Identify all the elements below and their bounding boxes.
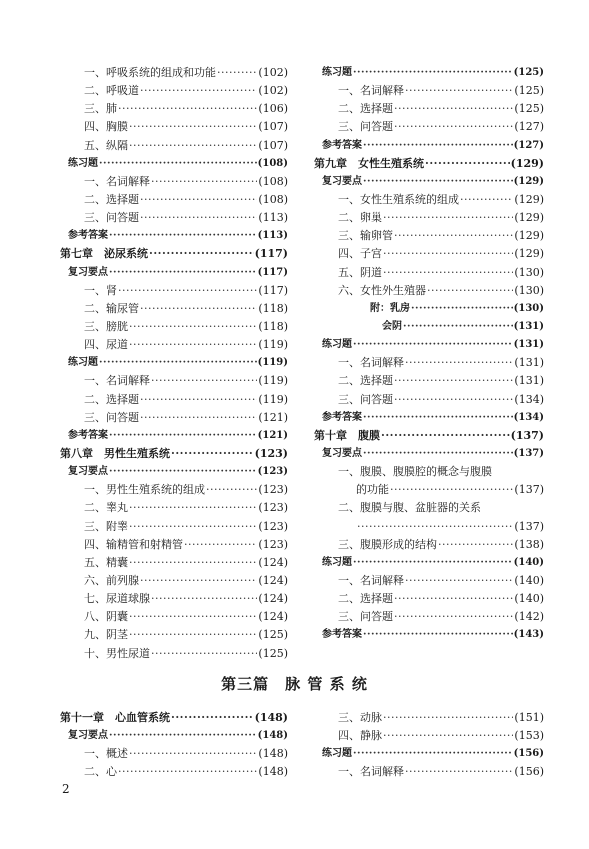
toc-entry <box>60 354 288 372</box>
toc-entry-page: (131) <box>514 356 544 370</box>
toc-column-right-bottom <box>314 709 544 782</box>
toc-entry <box>314 409 544 427</box>
toc-leader-dots <box>206 481 257 499</box>
toc-leader-dots <box>353 336 513 354</box>
toc-entry <box>314 191 544 209</box>
toc-leader-dots <box>403 318 513 336</box>
toc-leader-dots <box>383 264 513 282</box>
toc-leader-dots <box>353 554 513 572</box>
toc-entry <box>314 64 544 82</box>
toc-entry-title: 三、输卵管 <box>338 229 393 243</box>
toc-entry <box>314 354 544 372</box>
toc-leader-dots <box>363 445 513 463</box>
toc-entry-page: (127) <box>514 120 544 134</box>
toc-entry-title: 二、选择题 <box>338 374 393 388</box>
toc-entry-page: (107) <box>258 120 288 134</box>
toc-entry-title: 二、输尿管 <box>84 301 139 315</box>
toc-entry-page: (124) <box>258 573 288 587</box>
toc-entry-title: 一、名词解释 <box>338 573 404 587</box>
toc-entry-page: (129) <box>514 247 544 261</box>
toc-entry <box>60 554 288 572</box>
toc-leader-dots <box>140 391 257 409</box>
toc-leader-dots <box>460 191 513 209</box>
toc-entry-page: (143) <box>513 629 544 641</box>
toc-entry <box>60 481 288 499</box>
toc-leader-dots <box>357 518 513 536</box>
toc-leader-dots <box>363 626 513 644</box>
toc-entry-title: 二、心 <box>84 765 117 779</box>
toc-entry <box>60 300 288 318</box>
toc-entry-title: 参考答案 <box>322 411 362 423</box>
toc-entry <box>314 336 544 354</box>
toc-entry-title: 八、阴囊 <box>84 610 128 624</box>
toc-entry-page: (108) <box>258 192 288 206</box>
toc-entry-title: 练习题 <box>322 67 352 78</box>
toc-leader-dots <box>381 427 510 445</box>
toc-leader-dots <box>109 727 257 745</box>
toc-entry-page: (140) <box>513 556 544 568</box>
toc-entry <box>314 118 544 136</box>
toc-entry-page: (137) <box>510 428 544 442</box>
toc-entry-title: 第十一章 心血管系统 <box>60 711 170 724</box>
toc-leader-dots <box>129 318 257 336</box>
toc-entry-page: (137) <box>514 483 544 497</box>
toc-entry <box>60 245 288 263</box>
toc-entry-title: 二、腹膜与腹、盆脏器的关系 <box>338 501 481 515</box>
toc-entry-page: (137) <box>513 447 544 459</box>
toc-entry-page: (129) <box>514 192 544 206</box>
toc-entry-title: 四、胸膜 <box>84 120 128 134</box>
toc-entry <box>60 608 288 626</box>
toc-entry-title: 五、纵隔 <box>84 138 128 152</box>
toc-leader-dots <box>394 391 513 409</box>
toc-entry-title: 三、动脉 <box>338 711 382 724</box>
toc-entry-title: 第八章 男性生殖系统 <box>60 446 170 460</box>
toc-entry-page: (129) <box>513 175 544 187</box>
toc-leader-dots <box>363 409 513 427</box>
toc-entry <box>60 118 288 136</box>
toc-entry <box>60 572 288 590</box>
toc-entry <box>60 745 288 763</box>
toc-entry <box>314 155 544 173</box>
toc-entry-page: (134) <box>513 411 544 423</box>
toc-leader-dots <box>171 709 254 727</box>
toc-entry-page: (106) <box>258 102 288 116</box>
toc-entry-page: (127) <box>513 139 544 151</box>
toc-entry-page: (125) <box>514 84 544 98</box>
toc-entry-title: 三、腹膜形成的结构 <box>338 537 437 551</box>
toc-entry <box>60 155 288 173</box>
toc-entry-title: 一、女性生殖系统的组成 <box>338 192 459 206</box>
toc-entry-page: (131) <box>513 320 544 332</box>
toc-entry-page: (140) <box>514 592 544 606</box>
toc-entry-title: 二、选择题 <box>84 192 139 206</box>
toc-entry-page: (119) <box>258 392 288 406</box>
toc-entry-page: (102) <box>258 66 288 79</box>
toc-entry-page: (153) <box>514 729 544 743</box>
toc-leader-dots <box>405 572 513 590</box>
toc-entry-page: (123) <box>254 446 288 460</box>
toc-entry-title: 二、选择题 <box>338 592 393 606</box>
toc-leader-dots <box>383 209 513 227</box>
toc-entry-page: (119) <box>257 357 288 369</box>
toc-leader-dots <box>405 82 513 100</box>
toc-entry <box>60 709 288 727</box>
toc-entry <box>60 137 288 155</box>
toc-leader-dots <box>363 137 513 155</box>
toc-leader-dots <box>394 372 513 390</box>
toc-entry-title: 三、附睾 <box>84 519 128 533</box>
toc-leader-dots <box>353 64 513 82</box>
toc-entry-page: (108) <box>258 174 288 188</box>
toc-leader-dots <box>129 336 257 354</box>
toc-leader-dots <box>363 173 513 191</box>
toc-entry <box>314 318 544 336</box>
toc-leader-dots <box>383 709 513 727</box>
toc-entry <box>314 626 544 644</box>
toc-leader-dots <box>109 264 257 282</box>
toc-entry-title: 参考答案 <box>322 139 362 151</box>
toc-entry <box>314 590 544 608</box>
toc-entry-title: 三、问答题 <box>338 392 393 406</box>
toc-leader-dots <box>394 100 513 118</box>
toc-entry-title: 一、名词解释 <box>338 765 404 779</box>
toc-entry-page: (117) <box>258 283 288 297</box>
toc-entry-page: (124) <box>258 610 288 624</box>
toc-entry <box>60 499 288 517</box>
toc-leader-dots <box>151 645 257 663</box>
toc-entry <box>60 391 288 409</box>
toc-entry-title: 参考答案 <box>322 629 362 641</box>
toc-entry <box>314 227 544 245</box>
toc-entry <box>314 300 544 318</box>
toc-entry-page: (102) <box>258 84 288 98</box>
toc-entry-title: 练习题 <box>322 339 352 351</box>
toc-entry-title: 四、静脉 <box>338 729 382 743</box>
toc-entry-title: 六、前列腺 <box>84 573 139 587</box>
toc-leader-dots <box>118 763 257 781</box>
toc-entry-page: (123) <box>257 466 288 478</box>
toc-entry <box>60 372 288 390</box>
toc-entry-page: (148) <box>258 765 288 779</box>
toc-entry <box>60 100 288 118</box>
toc-column-left-top <box>60 64 288 663</box>
toc-leader-dots <box>118 282 257 300</box>
toc-leader-dots <box>109 463 257 481</box>
toc-entry <box>314 481 544 499</box>
toc-entry <box>314 82 544 100</box>
toc-entry-page: (123) <box>258 519 288 533</box>
toc-leader-dots <box>425 155 510 173</box>
toc-entry-title: 六、女性外生殖器 <box>338 283 426 297</box>
toc-entry-title: 练习题 <box>68 357 98 369</box>
toc-entry-page: (130) <box>513 302 544 314</box>
toc-leader-dots <box>151 372 257 390</box>
toc-entry <box>60 590 288 608</box>
toc-entry-title: 复习要点 <box>322 175 362 187</box>
toc-entry-title: 二、选择题 <box>338 102 393 116</box>
toc-entry-page: (151) <box>514 711 544 724</box>
toc-column-right-top <box>314 64 544 645</box>
toc-entry-title: 一、肾 <box>84 283 117 297</box>
toc-entry-title: 二、卵巢 <box>338 211 382 225</box>
toc-leader-dots <box>129 499 257 517</box>
toc-entry-title: 一、呼吸系统的组成和功能 <box>84 66 216 79</box>
toc-leader-dots <box>390 481 513 499</box>
toc-leader-dots <box>129 118 257 136</box>
toc-entry <box>314 445 544 463</box>
toc-leader-dots <box>140 572 257 590</box>
toc-entry-page: (123) <box>258 483 288 497</box>
toc-leader-dots <box>217 64 257 82</box>
toc-leader-dots <box>140 82 257 100</box>
toc-leader-dots <box>129 137 257 155</box>
toc-entry <box>314 245 544 263</box>
toc-entry-title: 四、子宫 <box>338 247 382 261</box>
toc-entry-title: 二、呼吸道 <box>84 84 139 98</box>
toc-entry-page: (130) <box>514 283 544 297</box>
toc-leader-dots <box>129 608 257 626</box>
toc-entry <box>314 391 544 409</box>
toc-entry <box>60 427 288 445</box>
toc-entry-page: (140) <box>514 573 544 587</box>
toc-entry-title: 十、男性尿道 <box>84 646 150 660</box>
toc-entry-page: (156) <box>514 765 544 779</box>
toc-entry-title: 一、腹膜、腹膜腔的概念与腹膜 <box>338 465 492 479</box>
toc-entry <box>60 264 288 282</box>
toc-entry-title: 三、问答题 <box>338 610 393 624</box>
toc-entry-page: (118) <box>258 319 288 333</box>
toc-entry <box>60 282 288 300</box>
toc-entry-title: 一、名词解释 <box>338 356 404 370</box>
toc-entry <box>60 536 288 554</box>
toc-entry <box>314 763 544 781</box>
toc-entry-title: 二、选择题 <box>84 392 139 406</box>
toc-entry-title: 会阴 <box>382 320 402 332</box>
toc-leader-dots <box>140 409 257 427</box>
toc-entry-title: 第七章 泌尿系统 <box>60 247 148 261</box>
toc-entry-title: 一、名词解释 <box>84 174 150 188</box>
toc-entry-page: (148) <box>257 730 288 742</box>
toc-leader-dots <box>394 608 513 626</box>
toc-entry-title: 三、膀胱 <box>84 319 128 333</box>
toc-entry <box>314 572 544 590</box>
toc-entry-page: (108) <box>257 157 288 169</box>
toc-entry <box>314 137 544 155</box>
toc-entry <box>314 554 544 572</box>
toc-entry <box>60 82 288 100</box>
toc-entry-page: (148) <box>258 747 288 761</box>
toc-entry <box>60 64 288 82</box>
toc-entry-title: 二、睾丸 <box>84 501 128 515</box>
toc-entry-page: (113) <box>258 211 288 225</box>
toc-entry <box>314 727 544 745</box>
toc-entry-title: 复习要点 <box>68 266 108 278</box>
toc-leader-dots <box>140 209 257 227</box>
toc-entry-page: (129) <box>514 211 544 225</box>
toc-entry <box>314 745 544 763</box>
part-title: 第三篇 脉 管 系 统 <box>221 675 368 693</box>
toc-entry-page: (125) <box>513 67 544 78</box>
toc-leader-dots <box>394 590 513 608</box>
toc-entry <box>314 536 544 554</box>
toc-leader-dots <box>99 155 257 173</box>
toc-entry-page: (117) <box>257 266 288 278</box>
toc-entry-page: (123) <box>258 537 288 551</box>
toc-leader-dots <box>149 245 254 263</box>
toc-entry-page: (107) <box>258 138 288 152</box>
toc-entry-title: 五、精囊 <box>84 555 128 569</box>
toc-entry-page: (118) <box>258 301 288 315</box>
toc-entry-title: 七、尿道球腺 <box>84 592 150 606</box>
toc-leader-dots <box>411 300 513 318</box>
toc-leader-dots <box>394 118 513 136</box>
toc-leader-dots <box>394 227 513 245</box>
toc-entry <box>314 518 544 536</box>
toc-entry <box>60 173 288 191</box>
toc-entry <box>314 709 544 727</box>
toc-entry <box>314 100 544 118</box>
toc-entry-title: 第九章 女性生殖系统 <box>314 156 424 170</box>
toc-entry <box>314 608 544 626</box>
toc-entry-page: (129) <box>510 156 544 170</box>
toc-entry-page: (156) <box>513 748 544 760</box>
toc-entry-title: 参考答案 <box>68 230 108 242</box>
toc-entry-page: (134) <box>514 392 544 406</box>
toc-entry <box>60 191 288 209</box>
toc-entry-page: (138) <box>514 537 544 551</box>
toc-entry <box>60 518 288 536</box>
toc-entry-page: (131) <box>514 374 544 388</box>
toc-entry <box>60 463 288 481</box>
toc-entry <box>60 445 288 463</box>
toc-entry-page: (129) <box>514 229 544 243</box>
toc-entry-page: (123) <box>258 501 288 515</box>
toc-entry <box>60 318 288 336</box>
toc-entry <box>60 209 288 227</box>
toc-entry <box>314 173 544 191</box>
toc-entry <box>60 626 288 644</box>
toc-entry-title: 三、问答题 <box>84 410 139 424</box>
toc-entry-page: (119) <box>258 374 288 388</box>
toc-entry-page: (124) <box>258 592 288 606</box>
toc-entry-page: (124) <box>258 555 288 569</box>
toc-entry-title: 九、阴茎 <box>84 628 128 642</box>
toc-column-left-bottom <box>60 709 288 782</box>
toc-entry-page: (119) <box>258 338 288 352</box>
toc-entry-page: (130) <box>514 265 544 279</box>
toc-leader-dots <box>109 427 257 445</box>
toc-leader-dots <box>427 282 513 300</box>
toc-entry <box>60 336 288 354</box>
toc-leader-dots <box>140 191 257 209</box>
toc-entry <box>60 409 288 427</box>
toc-leader-dots <box>383 727 513 745</box>
toc-entry <box>314 427 544 445</box>
toc-leader-dots <box>109 227 257 245</box>
toc-entry-title: 复习要点 <box>68 466 108 478</box>
toc-entry-title: 一、概述 <box>84 747 128 761</box>
toc-leader-dots <box>129 554 257 572</box>
toc-entry <box>314 372 544 390</box>
toc-leader-dots <box>129 745 257 763</box>
toc-leader-dots <box>405 763 513 781</box>
toc-entry <box>314 282 544 300</box>
toc-leader-dots <box>353 745 513 763</box>
toc-entry <box>60 227 288 245</box>
toc-entry-title: 四、尿道 <box>84 338 128 352</box>
toc-entry-page: (137) <box>514 519 544 533</box>
toc-entry-title: 五、阴道 <box>338 265 382 279</box>
toc-leader-dots <box>405 354 513 372</box>
toc-entry <box>60 727 288 745</box>
toc-entry-page: (121) <box>258 410 288 424</box>
toc-entry-title: 参考答案 <box>68 429 108 441</box>
toc-entry-title: 复习要点 <box>68 730 108 742</box>
toc-entry-title: 三、肺 <box>84 102 117 116</box>
toc-entry-title: 三、问答题 <box>84 211 139 225</box>
toc-entry-page: (131) <box>513 339 544 351</box>
toc-leader-dots <box>383 245 513 263</box>
toc-leader-dots <box>151 173 257 191</box>
toc-entry-page: (125) <box>258 646 288 660</box>
toc-entry-title: 的功能 <box>356 483 389 497</box>
toc-entry <box>314 264 544 282</box>
toc-entry <box>314 499 544 517</box>
toc-entry-title: 四、输精管和射精管 <box>84 537 183 551</box>
toc-entry-page: (148) <box>254 711 288 724</box>
toc-entry-title: 练习题 <box>68 157 98 169</box>
toc-entry-title: 一、男性生殖系统的组成 <box>84 483 205 497</box>
toc-entry-page: (113) <box>257 230 288 242</box>
toc-entry-title: 练习题 <box>322 556 352 568</box>
toc-entry-title: 复习要点 <box>322 447 362 459</box>
toc-entry-title: 一、名词解释 <box>84 374 150 388</box>
toc-entry-page: (142) <box>514 610 544 624</box>
toc-entry-title: 第十章 腹膜 <box>314 428 380 442</box>
toc-leader-dots <box>438 536 513 554</box>
toc-leader-dots <box>118 100 257 118</box>
toc-entry <box>314 209 544 227</box>
toc-entry-title: 附：乳房 <box>370 302 410 314</box>
toc-entry <box>60 645 288 663</box>
toc-leader-dots <box>129 518 257 536</box>
toc-entry <box>314 463 544 481</box>
toc-leader-dots <box>129 626 257 644</box>
toc-entry-page: (117) <box>254 247 288 261</box>
toc-leader-dots <box>140 300 257 318</box>
toc-entry-title: 一、名词解释 <box>338 84 404 98</box>
toc-leader-dots <box>99 354 257 372</box>
toc-entry-page: (125) <box>514 102 544 116</box>
toc-leader-dots <box>151 590 257 608</box>
toc-leader-dots <box>184 536 257 554</box>
toc-entry-page: (125) <box>258 628 288 642</box>
toc-entry <box>60 763 288 781</box>
page-number: 2 <box>62 782 70 796</box>
toc-entry-page: (121) <box>257 429 288 441</box>
toc-entry-title: 三、问答题 <box>338 120 393 134</box>
toc-leader-dots <box>171 445 254 463</box>
toc-entry-title: 练习题 <box>322 748 352 760</box>
